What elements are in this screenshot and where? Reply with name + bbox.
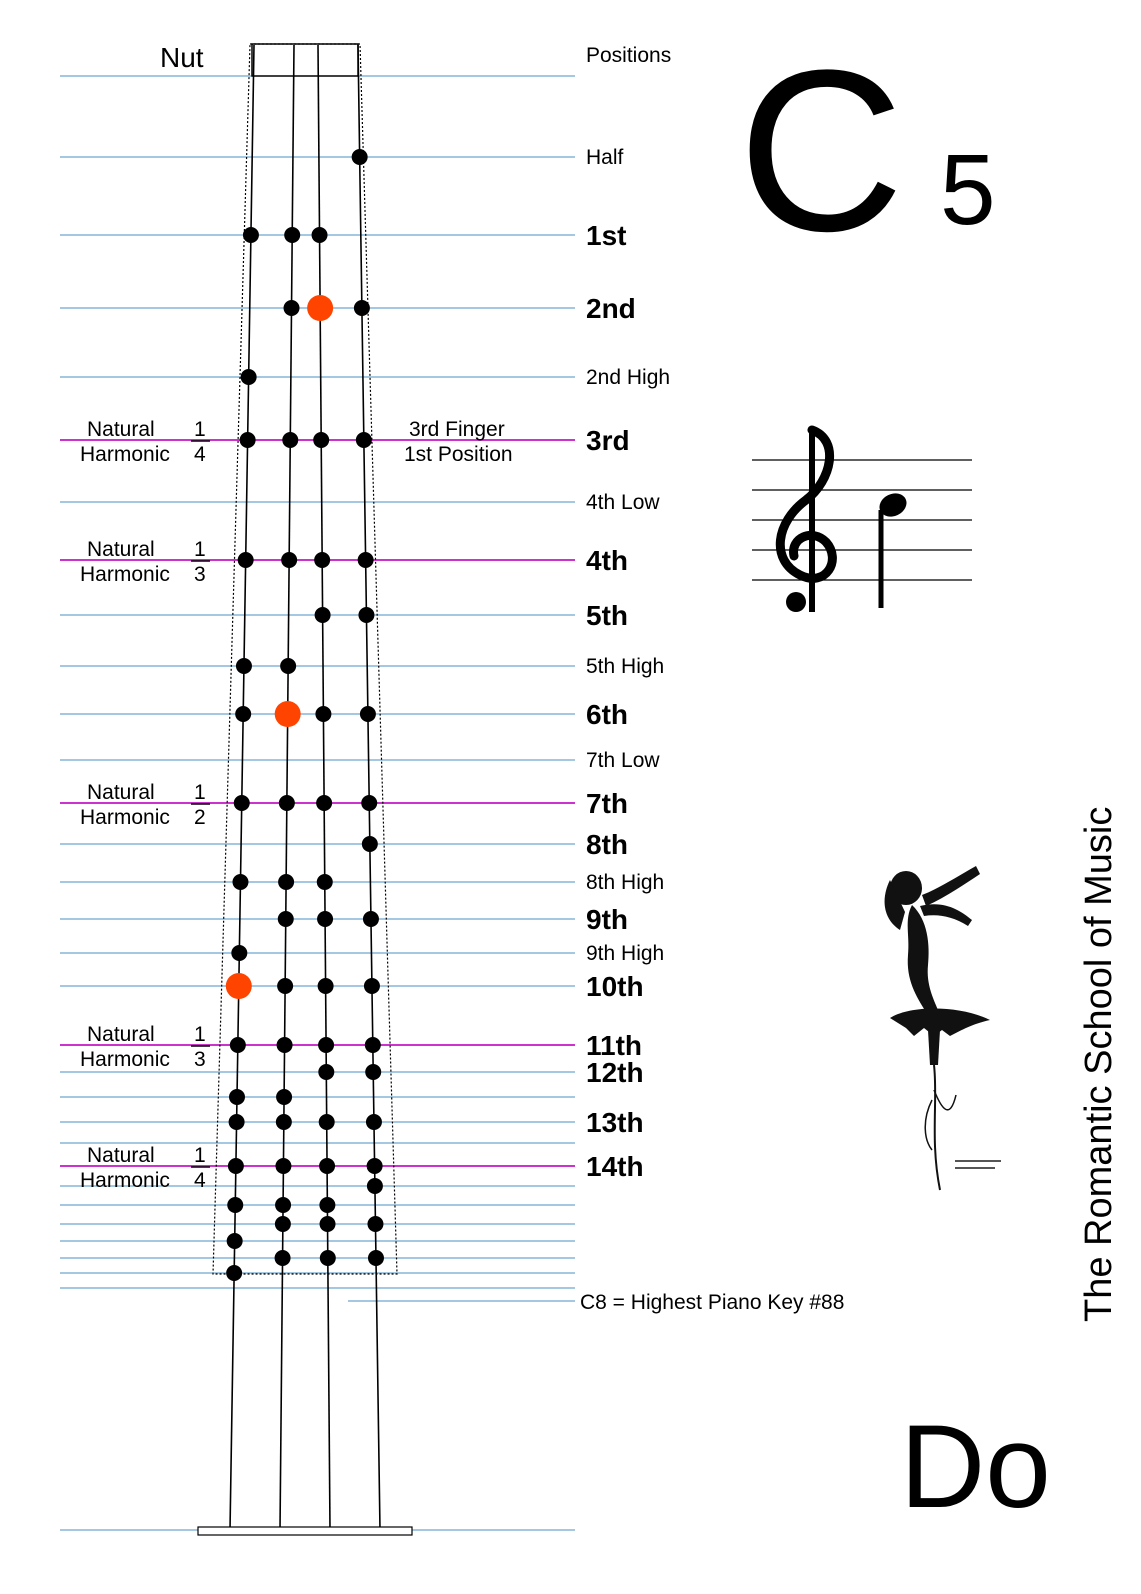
finger-dot [281,552,297,568]
finger-dot [238,552,254,568]
solfege-syllable: Do [900,1401,1051,1533]
finger-dot [356,432,372,448]
position-label: 7th [586,788,628,819]
annotation-line1: 3rd Finger [409,418,505,441]
finger-dot [278,874,294,890]
finger-dot [241,369,257,385]
finger-dot [275,1250,291,1266]
finger-dot [318,1064,334,1080]
finger-dot [367,1216,383,1232]
harmonic-numerator: 1 [194,538,206,561]
position-label: 5th [586,600,628,631]
finger-dot [312,227,328,243]
finger-dot [230,1037,246,1053]
harmonic-denominator: 4 [194,443,206,466]
position-label: 1st [586,220,627,251]
dancer-silhouette-image [885,866,1001,1190]
harmonic-word2: Harmonic [80,1048,170,1071]
finger-dot [352,149,368,165]
finger-dot [236,658,252,674]
positions-header: Positions [586,44,672,67]
nut-label: Nut [160,42,204,73]
finger-dot [368,1250,384,1266]
finger-dot [227,1233,243,1249]
finger-dot [363,911,379,927]
finger-dot [228,1158,244,1174]
finger-dot [275,1197,291,1213]
string-line [318,45,330,1530]
finger-dot [364,978,380,994]
position-label: 9th [586,904,628,935]
position-sublabel: 5th High [586,655,665,678]
harmonic-denominator: 3 [194,1048,206,1071]
finger-dot [234,795,250,811]
finger-dot [367,1178,383,1194]
position-label: 12th [586,1057,644,1088]
nut-block [252,44,358,76]
position-label: 13th [586,1107,644,1138]
finger-dot [284,227,300,243]
harmonic-word2: Harmonic [80,806,170,829]
finger-dot [354,300,370,316]
finger-dot [316,795,332,811]
highlighted-note-dot [226,973,252,999]
finger-dot [240,432,256,448]
finger-dot [276,1114,292,1130]
highlighted-note-dot [307,295,333,321]
finger-dot [278,911,294,927]
finger-dot [358,552,374,568]
finger-dot [315,706,331,722]
labels [80,42,844,1314]
finger-dot [277,1037,293,1053]
finger-dot [320,1250,336,1266]
finger-dot [279,795,295,811]
harmonic-denominator: 4 [194,1169,206,1192]
finger-dot [275,1216,291,1232]
position-label: 2nd [586,293,636,324]
finger-dot [320,1216,336,1232]
finger-dot [361,795,377,811]
treble-staff [752,428,972,612]
position-label: 4th [586,545,628,576]
harmonic-word1: Natural [87,1144,155,1167]
finger-dot [282,432,298,448]
position-sublabel: Half [586,146,624,169]
finger-dot [277,978,293,994]
finger-dot [226,1265,242,1281]
finger-dot [229,1089,245,1105]
finger-dot [276,1089,292,1105]
harmonic-denominator: 3 [194,563,206,586]
finger-dot [317,911,333,927]
position-sublabel: 9th High [586,942,665,965]
finger-dot [280,658,296,674]
harmonic-numerator: 1 [194,418,206,441]
harmonic-word2: Harmonic [80,563,170,586]
string-line [358,45,380,1530]
finger-dot [358,607,374,623]
harmonic-word1: Natural [87,1023,155,1046]
harmonic-numerator: 1 [194,1144,206,1167]
position-label: 11th [586,1030,643,1061]
harmonic-word1: Natural [87,538,155,561]
finger-dot [318,1037,334,1053]
position-sublabel: 7th Low [586,749,660,772]
harmonic-word1: Natural [87,418,155,441]
finger-dot [365,1037,381,1053]
string-line [230,45,254,1530]
position-label: 6th [586,699,628,730]
finger-dot [318,978,334,994]
finger-dot [319,1158,335,1174]
position-sublabel: 4th Low [586,491,660,514]
harmonic-word2: Harmonic [80,1169,170,1192]
finger-dot [314,552,330,568]
footnote: C8 = Highest Piano Key #88 [580,1291,845,1314]
octave-number: 5 [940,134,996,246]
finger-dot [284,300,300,316]
finger-dot [319,1114,335,1130]
position-label: 3rd [586,425,630,456]
finger-dot [317,874,333,890]
fingerboard-neck [198,44,412,1535]
finger-dot [313,432,329,448]
highlighted-note-dot [275,701,301,727]
bridge [198,1527,412,1535]
finger-dot [315,607,331,623]
finger-dot [319,1197,335,1213]
finger-dot [229,1114,245,1130]
harmonic-word1: Natural [87,781,155,804]
position-label: 8th [586,829,628,860]
harmonic-word2: Harmonic [80,443,170,466]
note-letter: C [738,22,905,279]
finger-dot [243,227,259,243]
finger-dot [360,706,376,722]
finger-dot [231,945,247,961]
finger-dot [227,1197,243,1213]
quarter-note-icon [876,489,911,608]
harmonic-denominator: 2 [194,806,206,829]
finger-dot [275,1158,291,1174]
harmonic-numerator: 1 [194,781,206,804]
position-label: 14th [586,1151,644,1182]
position-sublabel: 8th High [586,871,665,894]
finger-dot [235,706,251,722]
harmonic-numerator: 1 [194,1023,206,1046]
finger-dot [367,1158,383,1174]
school-name: The Romantic School of Music [1078,806,1120,1322]
annotation-line2: 1st Position [404,443,513,466]
position-sublabel: 2nd High [586,366,671,389]
finger-dot [232,874,248,890]
position-label: 10th [586,971,644,1002]
finger-dot [365,1064,381,1080]
finger-dot [362,836,378,852]
finger-dot [366,1114,382,1130]
string-line [280,45,294,1530]
